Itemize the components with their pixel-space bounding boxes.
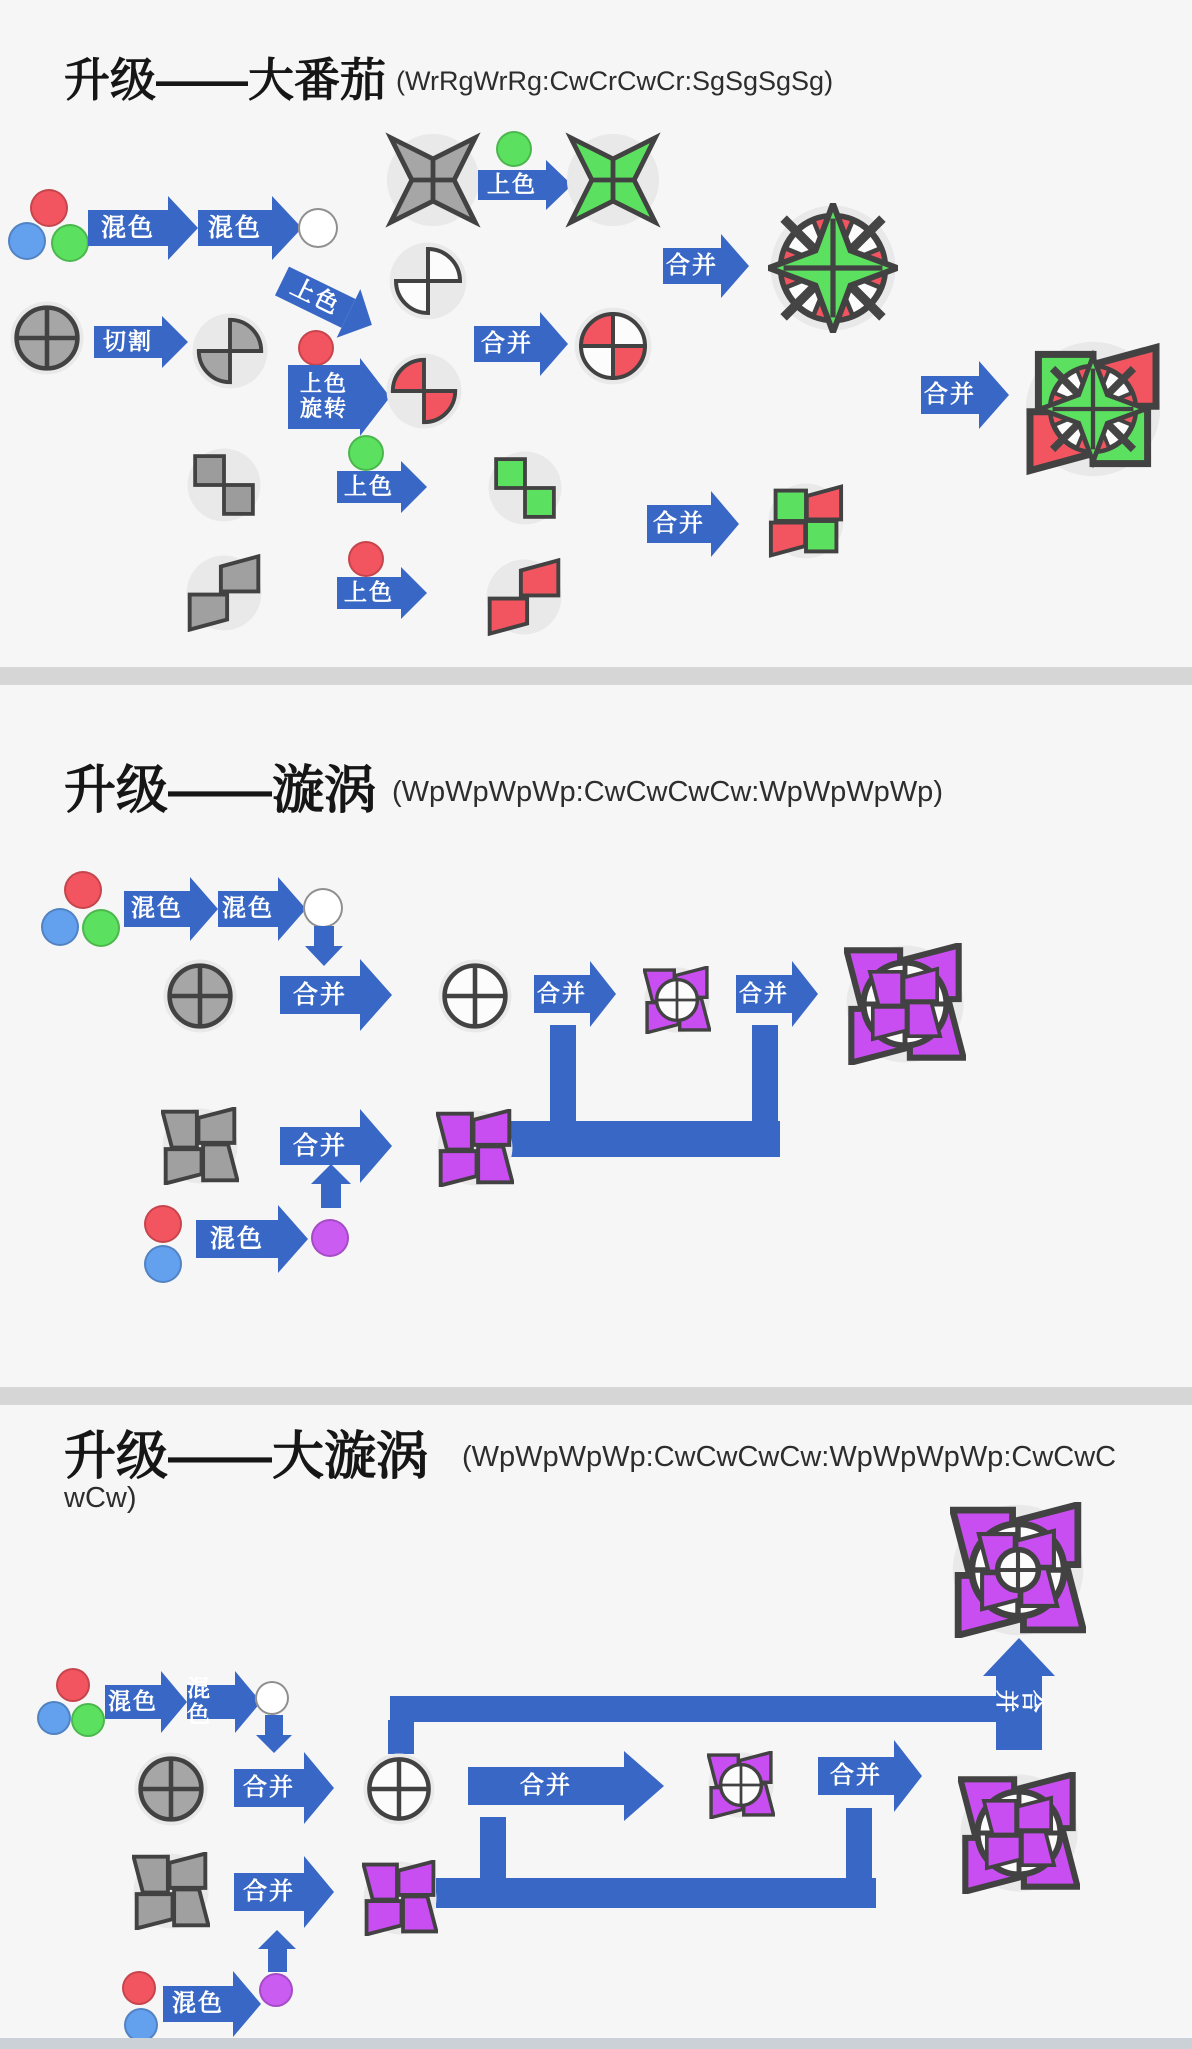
down-arrow <box>256 1715 292 1753</box>
blue-dot <box>41 908 79 946</box>
gray-circle-shape <box>133 1751 209 1827</box>
merge-up-arrow <box>983 1638 1055 1750</box>
mix-arrow <box>105 1671 187 1733</box>
paint-arrow <box>337 567 427 619</box>
merge-arrow <box>921 361 1009 429</box>
section3-code-line1: (WpWpWpWp:CwCwCwCw:WpWpWpWp:CwCwC <box>462 1441 1117 1473</box>
merge-label: 合并 <box>739 980 789 1007</box>
purple-windmill-shape <box>362 1860 438 1936</box>
big-vortex-final-shape <box>950 1502 1086 1638</box>
red-white-circle-shape <box>573 306 653 386</box>
cut-arrow <box>94 316 188 368</box>
merge-label: 合并 <box>924 380 976 408</box>
vortex-shape <box>958 1772 1080 1894</box>
red-dot <box>56 1668 90 1702</box>
bottom-bar <box>0 2038 1192 2049</box>
merge-label: 合并 <box>481 329 533 357</box>
merge-label: 合并 <box>292 1132 347 1160</box>
paint-label: 上色 <box>344 579 394 606</box>
section1-code: (WrRgWrRg:CwCrCwCr:SgSgSgSg) <box>396 66 834 96</box>
paint-rotate-arrow <box>288 358 390 436</box>
purple-windmill-shape <box>436 1109 514 1187</box>
merge-arrow <box>468 1751 664 1821</box>
red-quarters-shape <box>385 352 463 430</box>
section-separator <box>0 667 1192 685</box>
blue-dot <box>37 1701 71 1735</box>
merge-pipe <box>388 1720 414 1754</box>
blue-dot <box>144 1245 182 1283</box>
mix-arrow <box>187 1671 261 1733</box>
merge-pipe <box>550 1025 576 1127</box>
merge-pipe <box>480 1817 506 1883</box>
mix-label: 混色 <box>172 1989 224 2017</box>
merge-arrow <box>474 312 568 376</box>
merge-label: 合并 <box>243 1877 295 1905</box>
cut-label: 切割 <box>103 328 153 355</box>
paint-label: 上色 <box>286 272 345 320</box>
merge-arrow <box>818 1740 922 1812</box>
section2-title: 升级——漩涡 <box>64 762 377 820</box>
tomato-shape <box>768 203 898 333</box>
green-dot <box>51 224 89 262</box>
blue-dot <box>8 222 46 260</box>
gray-windmill-shape <box>161 1107 239 1185</box>
gray-circle-shape <box>162 958 238 1034</box>
merge-label: 合并 <box>292 981 347 1009</box>
red-windmill-shape <box>485 558 563 636</box>
red-dot <box>64 871 102 909</box>
merge-arrow <box>280 959 392 1031</box>
mix-label: 混色 <box>187 1675 212 1727</box>
red-green-merged-shape <box>767 482 845 560</box>
gray-quarters-shape <box>191 312 269 390</box>
merge-arrow <box>647 491 739 557</box>
mix-label: 混色 <box>209 1225 264 1253</box>
red-dot <box>122 1971 156 2005</box>
up-arrow <box>258 1930 296 1972</box>
big-tomato-final-shape <box>1023 339 1163 479</box>
white-dot <box>303 888 343 928</box>
windmill-circle-combo-shape <box>707 1751 775 1819</box>
merge-pipe <box>846 1808 872 1882</box>
mix-arrow <box>124 877 218 941</box>
merge-label: 合并 <box>666 251 718 279</box>
mix-label: 混色 <box>207 214 262 242</box>
merge-arrow <box>234 1752 334 1824</box>
section-separator <box>0 1387 1192 1405</box>
green-dot <box>71 1703 105 1737</box>
section1-title: 升级——大番茄 <box>64 54 386 106</box>
merge-label: 合并 <box>537 980 587 1007</box>
mix-arrow <box>198 196 302 260</box>
up-arrow <box>311 1164 351 1208</box>
mix-arrow <box>196 1205 308 1273</box>
paint-label: 上色 <box>299 371 348 397</box>
green-dot <box>82 909 120 947</box>
paint-arrow <box>478 160 572 210</box>
paint-label: 上色 <box>344 473 394 500</box>
merge-arrow <box>234 1856 334 1928</box>
section2-code: (WpWpWpWp:CwCwCwCw:WpWpWpWp) <box>392 776 943 808</box>
white-quarters-shape <box>388 241 468 321</box>
merge-pipe <box>508 1121 780 1157</box>
merge-pipe <box>752 1025 778 1127</box>
merge-label: 合并 <box>653 509 705 537</box>
green-star-shape <box>565 132 661 228</box>
red-dot <box>144 1205 182 1243</box>
mix-label: 混色 <box>100 214 155 242</box>
purple-dot <box>311 1219 349 1257</box>
windmill-circle-combo-shape <box>643 966 711 1034</box>
vortex-final-shape <box>844 943 966 1065</box>
white-dot <box>298 208 338 248</box>
mix-label: 混色 <box>222 894 274 922</box>
section3-title: 升级——大漩涡 <box>64 1428 429 1486</box>
mix-arrow <box>163 1971 261 2037</box>
mix-label: 混色 <box>108 1688 158 1715</box>
white-dot <box>255 1681 289 1715</box>
green-squares-shape <box>487 450 563 526</box>
red-dot <box>30 189 68 227</box>
merge-label: 合并 <box>830 1761 882 1789</box>
mix-arrow <box>218 877 306 941</box>
rotate-label: 旋转 <box>299 396 348 421</box>
gray-windmill-shape <box>132 1852 210 1930</box>
merge-pipe <box>436 1878 876 1908</box>
paint-label: 上色 <box>487 171 537 198</box>
blue-dot <box>124 2008 158 2042</box>
paint-arrow <box>337 461 427 513</box>
merge-arrow <box>663 234 749 298</box>
merge-arrow <box>534 961 616 1027</box>
section3-code-line2: wCw) <box>64 1482 137 1514</box>
merge-label: 合并 <box>994 1690 1046 1715</box>
merge-label: 合并 <box>243 1773 295 1801</box>
purple-dot <box>259 1973 293 2007</box>
gray-squares-shape <box>186 447 262 523</box>
merge-pipe <box>390 1696 1038 1722</box>
white-circle-shape <box>437 958 513 1034</box>
gray-circle-shape <box>9 300 85 376</box>
merge-arrow <box>736 961 818 1027</box>
mix-label: 混色 <box>131 894 183 922</box>
gray-star-shape <box>385 132 481 228</box>
gray-windmill-shape <box>185 554 263 632</box>
merge-label: 合并 <box>520 1771 572 1799</box>
mix-arrow <box>88 196 198 260</box>
white-circle-shape <box>362 1752 436 1826</box>
